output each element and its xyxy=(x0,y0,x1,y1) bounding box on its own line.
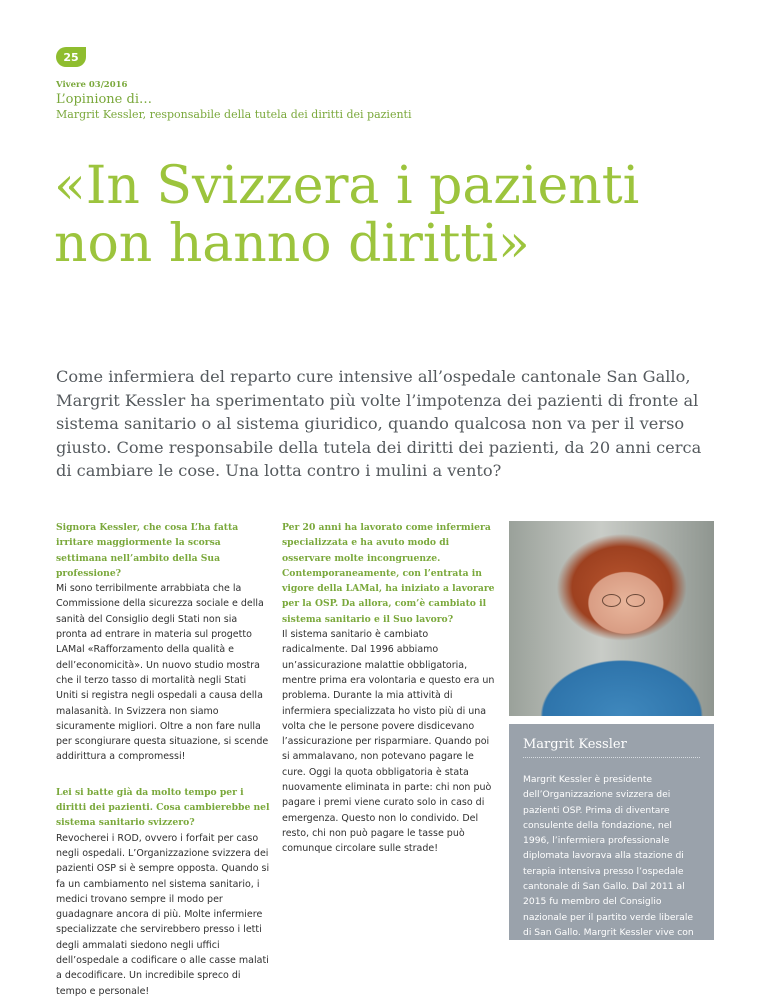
glasses-shape xyxy=(602,594,648,606)
headline: «In Svizzera i pazienti non hanno diritti» xyxy=(54,156,640,274)
sidebar-title: Margrit Kessler xyxy=(523,724,700,758)
bio-sidebar xyxy=(509,724,714,969)
lead-paragraph: Come infermiera del reparto cure intensive all’ospedale cantonale San Gallo, Margrit Kessler ha sperimentato più volte l’impotenza dei pazienti di fronte al sistema sanitario o al sistema giuridico, quando qualcosa non va per il verso giusto. Come responsabile della tutela dei diritti dei pazienti, da 20 anni cerca di cambiare le cose. Una lotta contro i mulini a vento? xyxy=(56,367,702,481)
portrait-photo xyxy=(509,521,714,716)
answer-2: Revocherei i ROD, ovvero i forfait per caso negli ospedali. L’Organizzazione svizzera dei pazienti OSP si è sempre opposta. Quando si fa un cambiamento nel sistema sanitario, i medici trovano sempre il modo per guadagnare ancora di più. Molte infermiere specializzate che servirebbero presso i letti degli ammalati siedono negli uffici dell’ospedale a codificare o alle casse malati a decodificare. Un incredibile spreco di tempo e personale! xyxy=(56,832,270,997)
article-column-1 xyxy=(56,520,271,999)
answer-3: Il sistema sanitario è cambiato radicalmente. Dal 1996 abbiamo un’assicurazione malattie obbligatoria, mentre prima era volontaria e questo era un problema. Durante la mia attività di infermiera specializzata ho visto più di una volta che le persone povere disdicevano l’assicurazione per risparmiare. Quando poi si ammalavano, non potevano pagare le cure. Oggi la quota obbligatoria è stata nuovamente eliminata in parte: chi non può pagare i premi viene curato solo in caso di emergenza. Questo non lo condivido. Del resto, chi non può pagare le tasse può comunque circolare sulle strade! xyxy=(282,629,495,855)
answer-1: Mi sono terribilmente arrabbiata che la Commissione della sicurezza sociale e della sanità del Consiglio degli Stati non sia pronta ad entrare in materia sul progetto LAMal «Rafforzamento della qualità e dell’economicità». Un nuovo studio mostra che il terzo tasso di mortalità negli Stati Uniti si registra negli ospedali a causa della malasanità. In Svizzera non siamo sicuramente migliori. Oltre a non fare nulla per scongiurare questa situazione, si scende addirittura a compromessi! xyxy=(56,583,269,763)
question-1: Signora Kessler, che cosa L’ha fatta irritare maggiormente la scorsa settimana nell’ambito della Sua professione? xyxy=(56,522,239,579)
sidebar-text: Margrit Kessler è presidente dell’Organizzazione svizzera dei pazienti OSP. Prima di diventare consulente della fondazione, nel 1996, l’infermiera professionale diplomata lavorava alla stazione di terapia intensiva presso l’ospedale cantonale di San Gallo. Dal 2011 al 2015 fu membro del Consiglio nazionale per il partito verde liberale di San Gallo. Margrit Kessler vive con suo marito, un chirurgo, ad Altstätten SG e ha quattro figli adulti. xyxy=(523,774,697,969)
article-column-2 xyxy=(282,520,497,857)
question-3: Per 20 anni ha lavorato come infermiera specializzata e ha avuto modo di osservare molte incongruenze. Contemporaneamente, con l’entrata in vigore della LAMal, ha iniziato a lavorare per la OSP. Da allora, com’è cambiato il sistema sanitario e il Suo lavoro? xyxy=(282,522,495,625)
section-title: L’opinione di… xyxy=(56,92,152,107)
question-2: Lei si batte già da molto tempo per i diritti dei pazienti. Cosa cambierebbe nel sistema sanitario svizzero? xyxy=(56,786,270,829)
author-line: Margrit Kessler, responsabile della tutela dei diritti dei pazienti xyxy=(56,108,412,121)
issue-label: Vivere 03/2016 xyxy=(56,80,128,90)
page-number-badge: 25 xyxy=(56,47,86,67)
